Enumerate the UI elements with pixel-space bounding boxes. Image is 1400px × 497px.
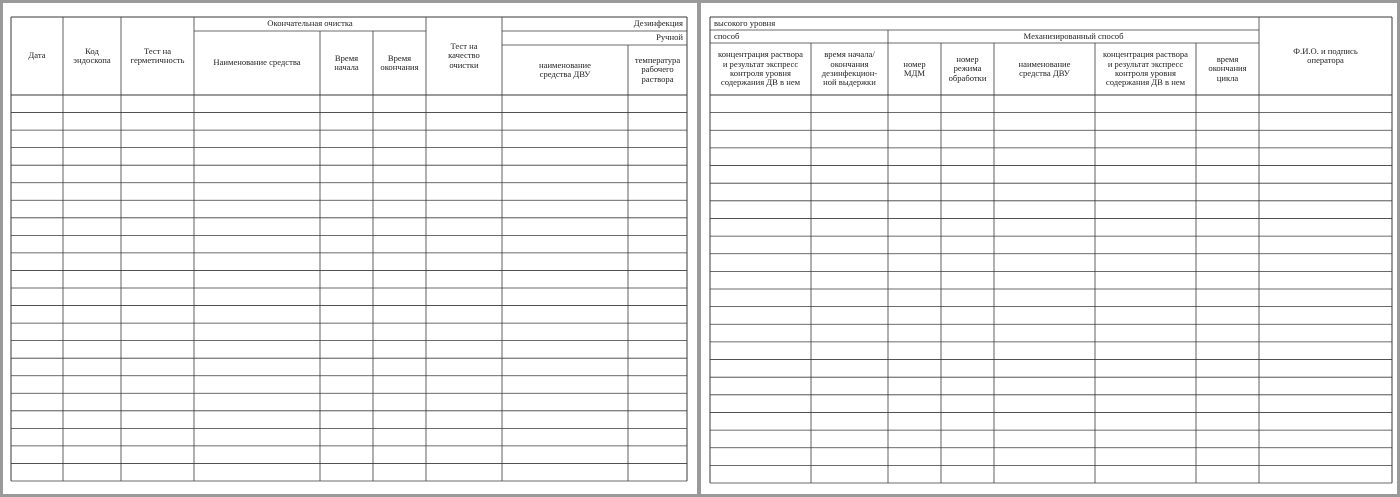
header-start-time: Время начала — [334, 52, 359, 72]
header-high-level: высокого уровня — [714, 17, 776, 28]
journal-right-page — [701, 3, 1397, 494]
header-disinfection: Дезинфекция — [633, 18, 683, 29]
header-dvu-agent-name-mech: наименование средства ДВУ — [1018, 58, 1071, 78]
header-manual: Ручной — [656, 32, 683, 43]
header-final-cleaning: Окончательная очистка — [267, 18, 353, 29]
header-endoscope-code: Код эндоскопа — [73, 45, 111, 65]
header-date: Дата — [28, 50, 46, 61]
header-exposure-time: время начала/ окончания дезинфекцион- ной выдержки — [821, 49, 878, 88]
header-solution-temperature: температура рабочего раствора — [634, 54, 681, 84]
journal-left-page — [3, 3, 697, 494]
header-agent-name: Наименование средства — [213, 57, 301, 68]
header-operator: Ф.И.О. и подпись оператора — [1293, 45, 1358, 65]
header-mechanized-method: Механизированный способ — [1023, 30, 1124, 41]
header-method: способ — [714, 30, 740, 41]
header-cleaning-quality-test: Тест на качество очистки — [448, 40, 480, 70]
header-cycle-end-time: время окончания цикла — [1208, 53, 1247, 83]
header-leak-test: Тест на герметичность — [130, 45, 185, 65]
header-mdm-number: номер МДМ — [903, 58, 926, 78]
header-concentration-manual: концентрация раствора и результат экспресс контроля уровня содержания ДВ в нем — [717, 49, 803, 88]
header-concentration-mech: концентрация раствора и результат экспресс контроля уровня содержания ДВ в нем — [1102, 49, 1188, 88]
header-end-time: Время окончания — [380, 52, 419, 72]
header-dvu-agent-name: наименование средства ДВУ — [539, 59, 591, 79]
header-mode-number: номер режима обработки — [948, 53, 987, 83]
